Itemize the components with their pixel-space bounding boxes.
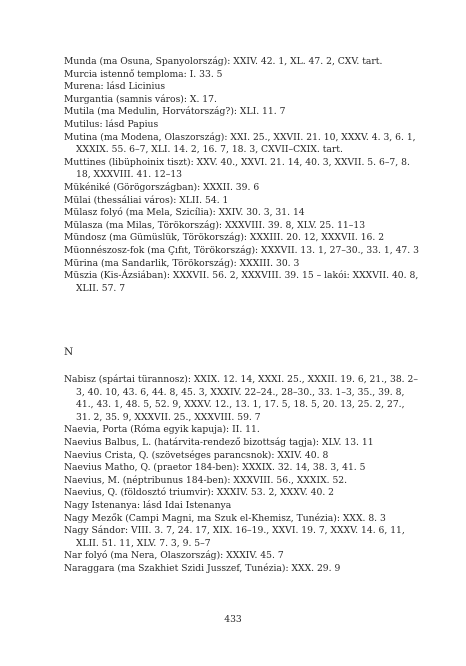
index-entry: Naevius Balbus, L. (határvita-rendező bizottság tagja): XLV. 13. 11 (64, 436, 374, 448)
index-entry: Mündosz (ma Gümüslük, Törökország): XXXIII. 20. 12, XXXVII. 16. 2 (64, 232, 385, 244)
index-entry: Naevius, M. (néptribunus 184-ben): XXXVIII. 56., XXXIX. 52. (64, 474, 348, 486)
index-entry: Naevia, Porta (Róma egyik kapuja): II. 11. (64, 424, 260, 436)
index-entry: Nabisz (spártai türannosz): XXIX. 12. 14, XXXI. 25., XXXII. 19. 6, 21., 38. 2–3, 40. 10, 43. 6, 44. 8, 45. 3, XXXIV. 22–24., 28–30., 33. 1–3, 35., 39. 8, 41., 43. 1, 48. 5, 52. 9, XXXV. 12., 13. 1, 17. 5, 18. 5, 20. 13, 25. 2, 27., 31. 2, 35. 9, XXXVII. 25., XXXVIII. 59. 7 (64, 374, 418, 423)
index-entry: Mükéniké (Görögországban): XXXII. 39. 6 (64, 181, 260, 193)
index-entry: Nar folyó (ma Nera, Olaszország): XXXIV. 45. 7 (64, 550, 284, 562)
index-entry: Mülasza (ma Milas, Törökország): XXXVIII. 39. 8, XLV. 25. 11–13 (64, 219, 366, 231)
index-entry: Müszia (Kis-Ázsiában): XXXVII. 56. 2, XXXVIII. 39. 15 – lakói: XXXVII. 40. 8, XLII. 57. 7 (64, 270, 419, 294)
index-entry: Nagy Sándor: VIII. 3. 7, 24. 17, XIX. 16–19., XXVI. 19. 7, XXXV. 14. 6, 11, XLII. 51. 11, XLV. 7. 3, 9. 5–7 (64, 525, 405, 549)
index-section-n (64, 374, 422, 576)
index-entry: Nagy Mezők (Campi Magni, ma Szuk el-Khemisz, Tunézia): XXX. 8. 3 (64, 512, 386, 524)
index-entry: Naevius Matho, Q. (praetor 184-ben): XXXIX. 32. 14, 38. 3, 41. 5 (64, 462, 366, 474)
index-entry: Mutilus: lásd Papius (64, 118, 159, 130)
index-entry: Mutina (ma Modena, Olaszország): XXI. 25., XXVII. 21. 10, XXXV. 4. 3, 6. 1, XXXIX. 55. 6–7, XLI. 14. 2, 16. 7, 18. 3, CXVII–CXIX. tart. (64, 131, 416, 156)
index-entry: Nagy Istenanya: lásd Idai Istenanya (64, 499, 232, 511)
index-entry: Munda (ma Osuna, Spanyolország): XXIV. 42. 1, XL. 47. 2, CXV. tart. (64, 56, 383, 67)
index-entry: Naevius Crista, Q. (szövetséges parancsnok): XXIV. 40. 8 (64, 449, 329, 461)
index-entry: Naraggara (ma Szakhiet Szidi Jusszef, Tunézia): XXX. 29. 9 (64, 562, 341, 574)
index-entry: Mülasz folyó (ma Mela, Szicília): XXIV. 30. 3, 31. 14 (64, 207, 305, 219)
index-entry: Muttines (libüphoinix tiszt): XXV. 40., XXVI. 21. 14, 40. 3, XXVII. 5. 6–7, 8. 18, XXXVIII. 41. 12–13 (64, 156, 410, 181)
letter-heading: N (64, 346, 74, 358)
index-entry: Mürina (ma Sandarlik, Törökország): XXXIII. 30. 3 (64, 257, 300, 269)
index-entry: Mülai (thessáliai város): XLII. 54. 1 (64, 194, 229, 206)
index-entry: Mutila (ma Medulin, Horvátország?): XLI. 11. 7 (64, 106, 286, 118)
index-entry: Murgantia (samnis város): X. 17. (64, 93, 217, 105)
index-entry: Murcia istennő temploma: I. 33. 5 (64, 68, 223, 80)
index-section-m (64, 56, 422, 295)
index-entry: Müonnészosz-fok (ma Çıfıt, Törökország): XXXVII. 13. 1, 27–30., 33. 1, 47. 3 (64, 244, 419, 256)
index-entry: Naevius, Q. (földosztó triumvir): XXXIV. 53. 2, XXXV. 40. 2 (64, 487, 335, 499)
page-number: 433 (224, 614, 242, 625)
index-entry: Murena: lásd Licinius (64, 81, 166, 93)
